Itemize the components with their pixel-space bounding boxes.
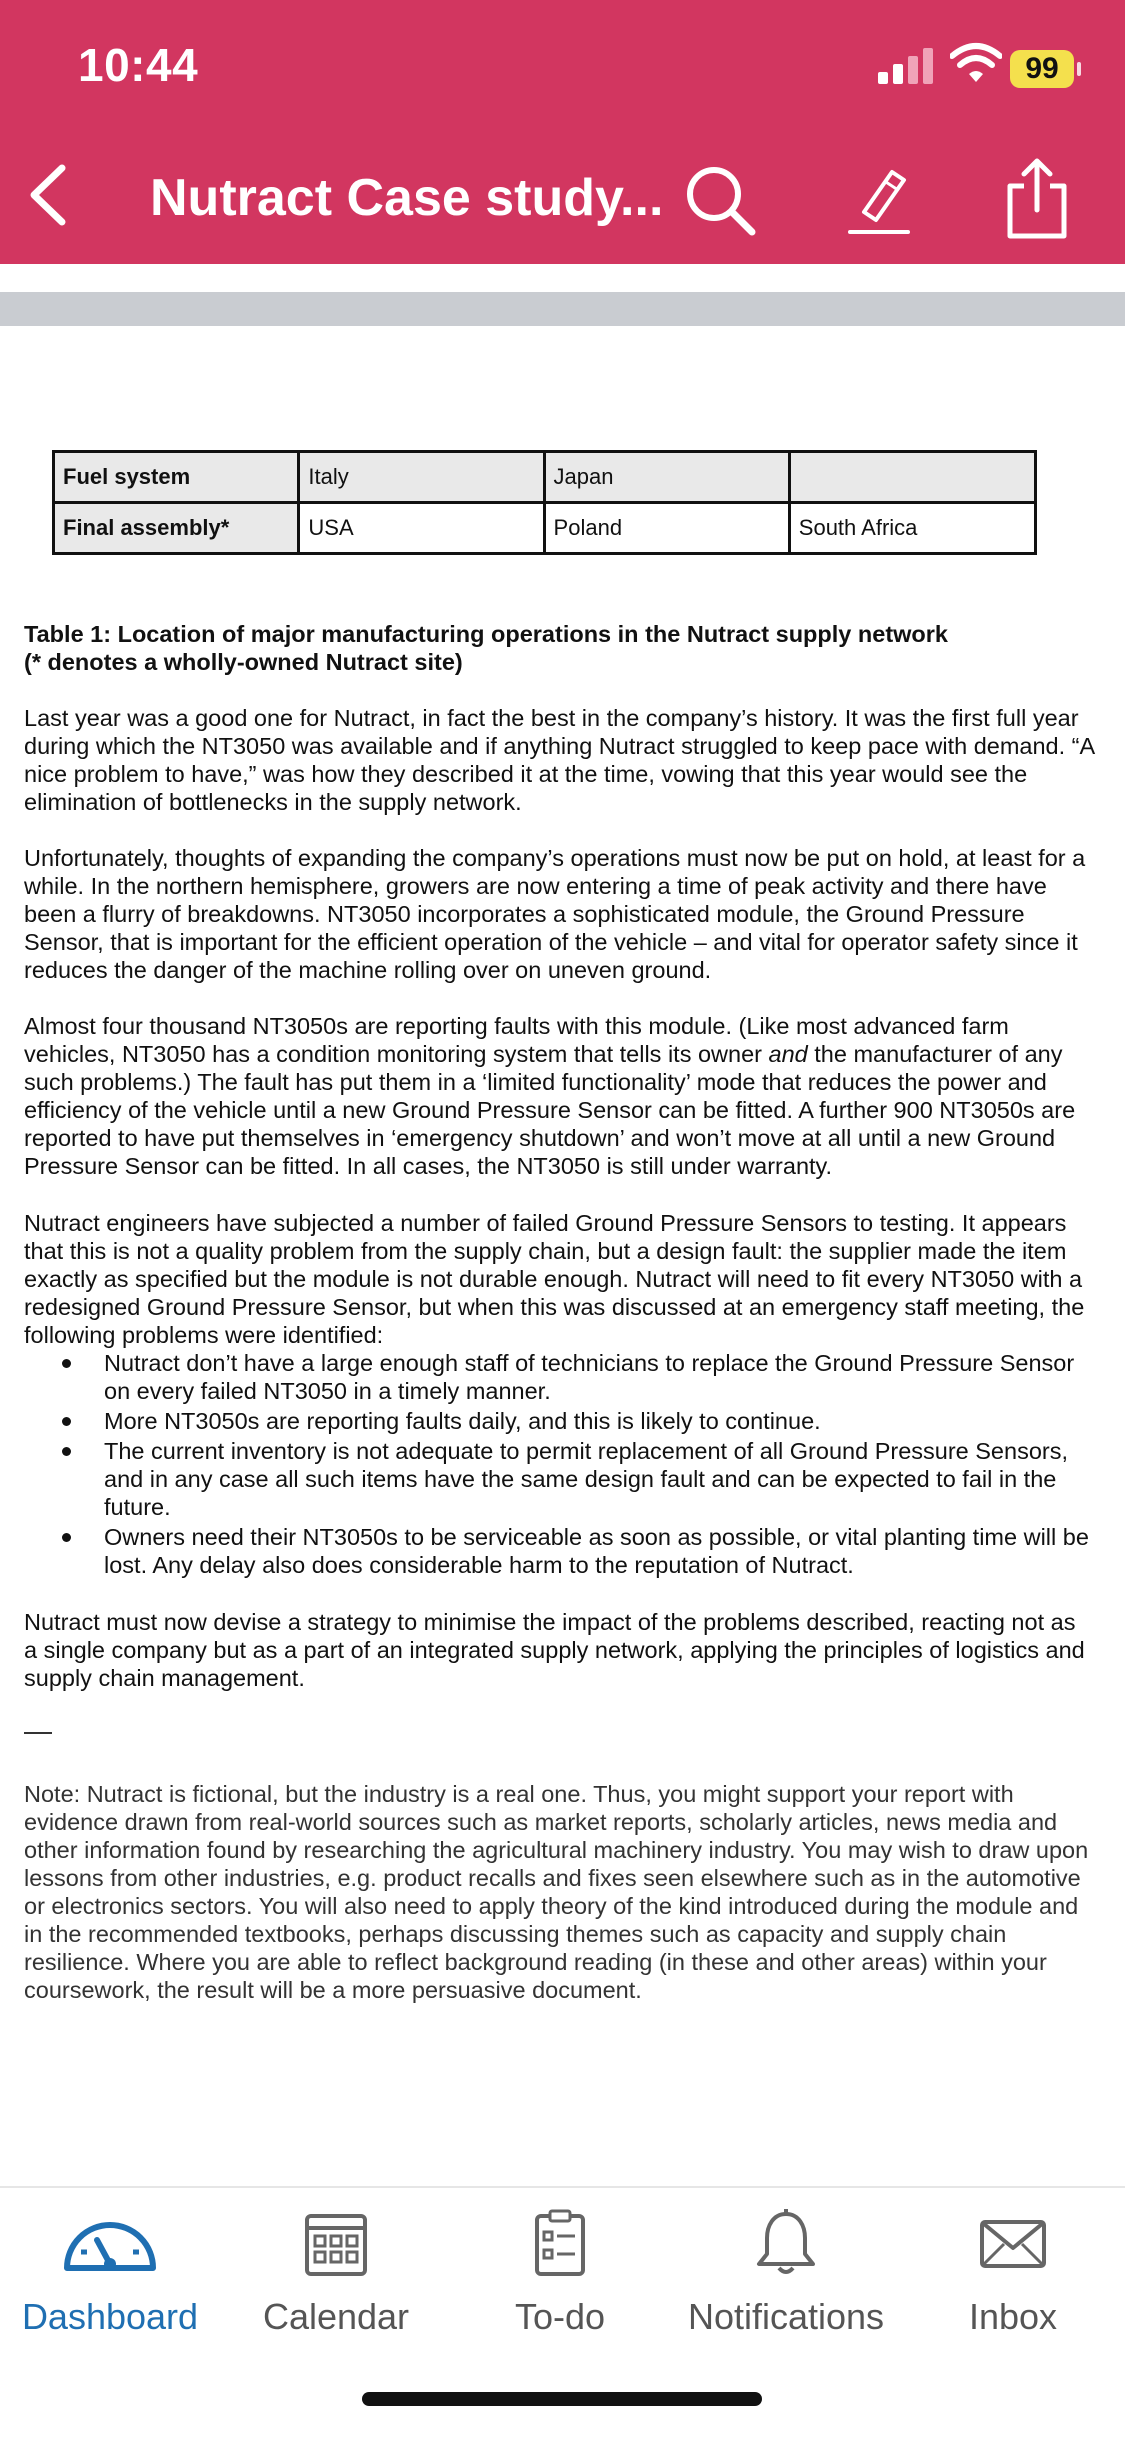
caption-line: Table 1: Location of major manufacturing operations in the Nutract supply network xyxy=(24,621,948,647)
caption-line: (* denotes a wholly-owned Nutract site) xyxy=(24,649,463,675)
paragraph-text: the manufacturer of any such problems.) The fault has put them in a ‘limited functionality’ mode that reduces the power and efficiency of the vehicle until a new Ground Pressure Sensor can be fitted. A further 900 NT3050s are reported to have put themselves in ‘emergency shutdown’ and won’t move at all until a new Ground Pressure Sensor can be fitted. In all cases, the NT3050 is still under warranty. xyxy=(24,1041,1076,1179)
tab-label: Inbox xyxy=(968,2296,1058,2337)
wifi-icon xyxy=(950,42,1002,84)
tab-calendar[interactable] xyxy=(236,2208,436,2338)
paragraph: Nutract must now devise a strategy to minimise the impact of the problems described, reacting not as a single company but as a part of an integrated supply network, applying the principles of logistics and supply chain management. xyxy=(24,1609,1085,1691)
table-row xyxy=(54,452,1036,503)
supply-network-table xyxy=(52,450,1037,555)
tab-label: Dashboard xyxy=(21,2296,199,2337)
tab-inbox[interactable] xyxy=(918,2208,1108,2338)
tab-notifications[interactable] xyxy=(676,2208,896,2338)
paragraph-text: Almost four thousand NT3050s are reporting faults with this module. (Like most advanced farm vehicles, NT3050 has a condition monitoring system that tells its owner xyxy=(24,1013,1009,1067)
back-button[interactable] xyxy=(20,160,76,230)
bullet-icon xyxy=(62,1447,71,1456)
document-title: Nutract Case study... xyxy=(150,169,664,227)
paragraph xyxy=(24,1012,1094,1180)
status-time: 10:44 xyxy=(78,39,199,91)
battery-tip xyxy=(1077,62,1081,76)
share-icon[interactable] xyxy=(1000,156,1074,242)
note-paragraph: Note: Nutract is fictional, but the industry is a real one. Thus, you might support your report with evidence drawn from real-world sources such as market reports, scholarly articles, news media and other information found by researching the agricultural machinery industry. You may wish to draw upon lessons from other industries, e.g. product recalls and fixes seen elsewhere such as in the automotive or electronics sectors. You will also need to apply theory of the kind introduced during the module and in the recommended textbooks, perhaps discussing themes such as capacity and supply chain resilience. Where you are able to reflect background reading (in these and other areas) within your coursework, the result will be a more persuasive document. xyxy=(24,1781,1089,2003)
table-row xyxy=(54,503,1036,554)
list-item xyxy=(24,1523,1094,1579)
battery-level: 99 xyxy=(1010,50,1074,88)
table-cell: South Africa xyxy=(789,503,1035,554)
home-indicator[interactable] xyxy=(362,2392,762,2406)
table-cell xyxy=(789,452,1035,503)
divider xyxy=(24,1732,52,1734)
tab-label: Calendar xyxy=(262,2296,410,2337)
problem-list xyxy=(24,1349,1094,1581)
list-item xyxy=(24,1437,1094,1521)
table-cell: Fuel system xyxy=(54,452,299,503)
tab-todo[interactable] xyxy=(460,2208,660,2338)
list-item xyxy=(24,1349,1094,1405)
todo-icon xyxy=(525,2208,595,2278)
list-item-text: The current inventory is not adequate to permit replacement of all Ground Pressure Sensors, and in any case all such items have the same design fault and can be expected to fail in the future. xyxy=(104,1438,1068,1520)
dashboard-icon xyxy=(55,2208,165,2278)
emphasis-text: and xyxy=(768,1041,808,1067)
table-cell: Final assembly* xyxy=(54,503,299,554)
tab-dashboard[interactable] xyxy=(8,2208,212,2338)
list-item-text: More NT3050s are reporting faults daily, and this is likely to continue. xyxy=(104,1408,821,1434)
paragraph: Unfortunately, thoughts of expanding the company’s operations must now be put on hold, at least for a while. In the northern hemisphere, growers are now entering a time of peak activity and there have been a flurry of breakdowns. NT3050 incorporates a sophisticated module, the Ground Pressure Sensor, that is important for the efficient operation of the vehicle – and vital for operator safety since it reduces the danger of the machine rolling over on uneven ground. xyxy=(24,845,1086,983)
mail-icon xyxy=(978,2208,1048,2278)
calendar-icon xyxy=(301,2208,371,2278)
table-cell: Japan xyxy=(544,452,789,503)
tab-label: Notifications xyxy=(687,2296,885,2337)
table-cell: Italy xyxy=(299,452,544,503)
bullet-icon xyxy=(62,1417,71,1426)
table-cell: Poland xyxy=(544,503,789,554)
paragraph: Nutract engineers have subjected a number of failed Ground Pressure Sensors to testing. It appears that this is not a quality problem from the supply chain, but a design fault: the supplier made the item exactly as specified but the module is not durable enough. Nutract will need to fit every NT3050 with a redesigned Ground Pressure Sensor, but when this was discussed at an emergency staff meeting, the following problems were identified: xyxy=(24,1210,1085,1348)
list-item-text: Owners need their NT3050s to be serviceable as soon as possible, or vital planting time will be lost. Any delay also does considerable harm to the reputation of Nutract. xyxy=(104,1524,1089,1578)
annotate-pen-icon[interactable] xyxy=(846,160,912,240)
page-separator xyxy=(0,292,1125,326)
cellular-signal-icon xyxy=(878,48,938,84)
bullet-icon xyxy=(62,1359,71,1368)
table-caption xyxy=(24,620,1094,676)
list-item-text: Nutract don’t have a large enough staff of technicians to replace the Ground Pressure Sensor on every failed NT3050 in a timely manner. xyxy=(104,1350,1075,1404)
search-icon[interactable] xyxy=(680,160,760,240)
bell-icon xyxy=(751,2208,821,2278)
top-bar xyxy=(0,0,1125,264)
tab-label: To-do xyxy=(514,2296,606,2337)
list-item xyxy=(24,1407,1094,1435)
table-cell: USA xyxy=(299,503,544,554)
paragraph: Last year was a good one for Nutract, in fact the best in the company’s history. It was the first full year during which the NT3050 was available and if anything Nutract struggled to keep pace with demand. “A nice problem to have,” was how they described it at the time, vowing that this year would see the elimination of bottlenecks in the supply network. xyxy=(24,705,1094,815)
bullet-icon xyxy=(62,1533,71,1542)
